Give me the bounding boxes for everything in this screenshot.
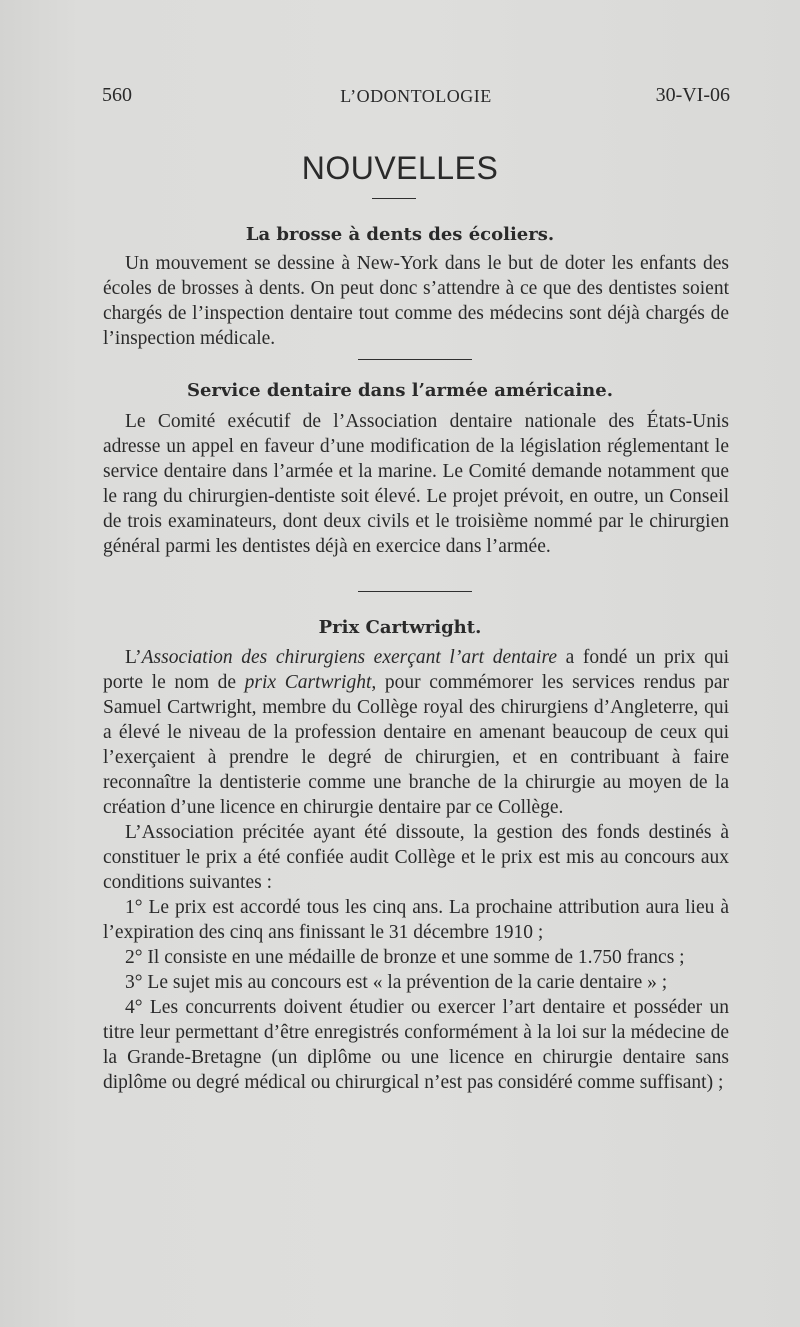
page-title: NOUVELLES [301, 150, 499, 186]
section-body-army-dental [103, 409, 729, 559]
page-number: 560 [102, 84, 132, 106]
title-rule [372, 198, 416, 199]
section-heading-toothbrush: La brosse à dents des écoliers. [245, 224, 555, 245]
condition-1: 1° Le prix est accordé tous les cinq ans. La prochaine attribution aura lieu à l’expiration des cinq ans finissant le 31 décembre 1910 ; [103, 897, 729, 943]
paragraph: L’Association précitée ayant été dissoute, la gestion des fonds destinés à constituer le prix a été confiée audit Collège et le prix est mis au concours aux conditions suivantes : [103, 822, 729, 893]
section-divider [358, 359, 472, 360]
section-divider [358, 591, 472, 592]
condition-2: 2° Il consiste en une médaille de bronze et une somme de 1.750 francs ; [125, 947, 685, 968]
issue-date: 30-VI-06 [655, 84, 730, 106]
paragraph: Le Comité exécutif de l’Association dentaire nationale des États-Unis adresse un appel en faveur d’une modification de la législation réglementant le service dentaire dans l’armée et la marine. Le Comité demande notamment que le rang du chirurgien-dentiste soit élevé. Le projet prévoit, en outre, un Conseil de trois examinateurs, dont deux civils et le troisième nommé par le chirurgien général parmi les dentistes déjà en exercice dans l’armée. [103, 411, 729, 557]
paragraph: Un mouvement se dessine à New-York dans le but de doter les enfants des écoles de brosses à dents. On peut donc s’attendre à ce que des dentistes soient chargés de l’inspection dentaire tout comme des médecins sont déjà chargés de l’inspection médicale. [103, 253, 729, 349]
running-header [102, 84, 730, 114]
condition-3: 3° Le sujet mis au concours est « la prévention de la carie dentaire » ; [125, 972, 668, 993]
section-heading-army-dental: Service dentaire dans l’armée américaine. [186, 380, 613, 401]
section-body-cartwright [103, 645, 729, 1095]
section-body-toothbrush [103, 251, 729, 351]
section-heading-cartwright: Prix Cartwright. [318, 617, 482, 638]
intro-paragraph: L’Association des chirurgiens exerçant l’art dentaire a fondé un prix qui porte le nom de prix Cartwright, pour commémorer les services rendus par Samuel Cartwright, membre du Collège royal des chirurgiens d’Angleterre, qui a élevé le niveau de la profession dentaire en amenant beaucoup de ceux qui l’exerçaient à prendre le degré de chirurgien, et en contribuant à faire reconnaître la dentisterie comme une branche de la chirurgie au moyen de la création d’une licence en chirurgie dentaire par ce Collège. [103, 647, 729, 818]
journal-title: L’ODONTOLOGIE [340, 86, 492, 106]
association-name: Association des chirurgiens exerçant l’art dentaire [141, 647, 557, 668]
condition-4: 4° Les concurrents doivent étudier ou exercer l’art dentaire et posséder un titre leur permettant d’être enregistrés conformément à la loi sur la médecine de la Grande-Bretagne (un diplôme ou une licence en chirurgie dentaire sans diplôme ou degré médical ou chirurgical n’est pas considéré comme suffisant) ; [103, 997, 729, 1093]
prize-name: prix Cartwright, [244, 672, 377, 693]
